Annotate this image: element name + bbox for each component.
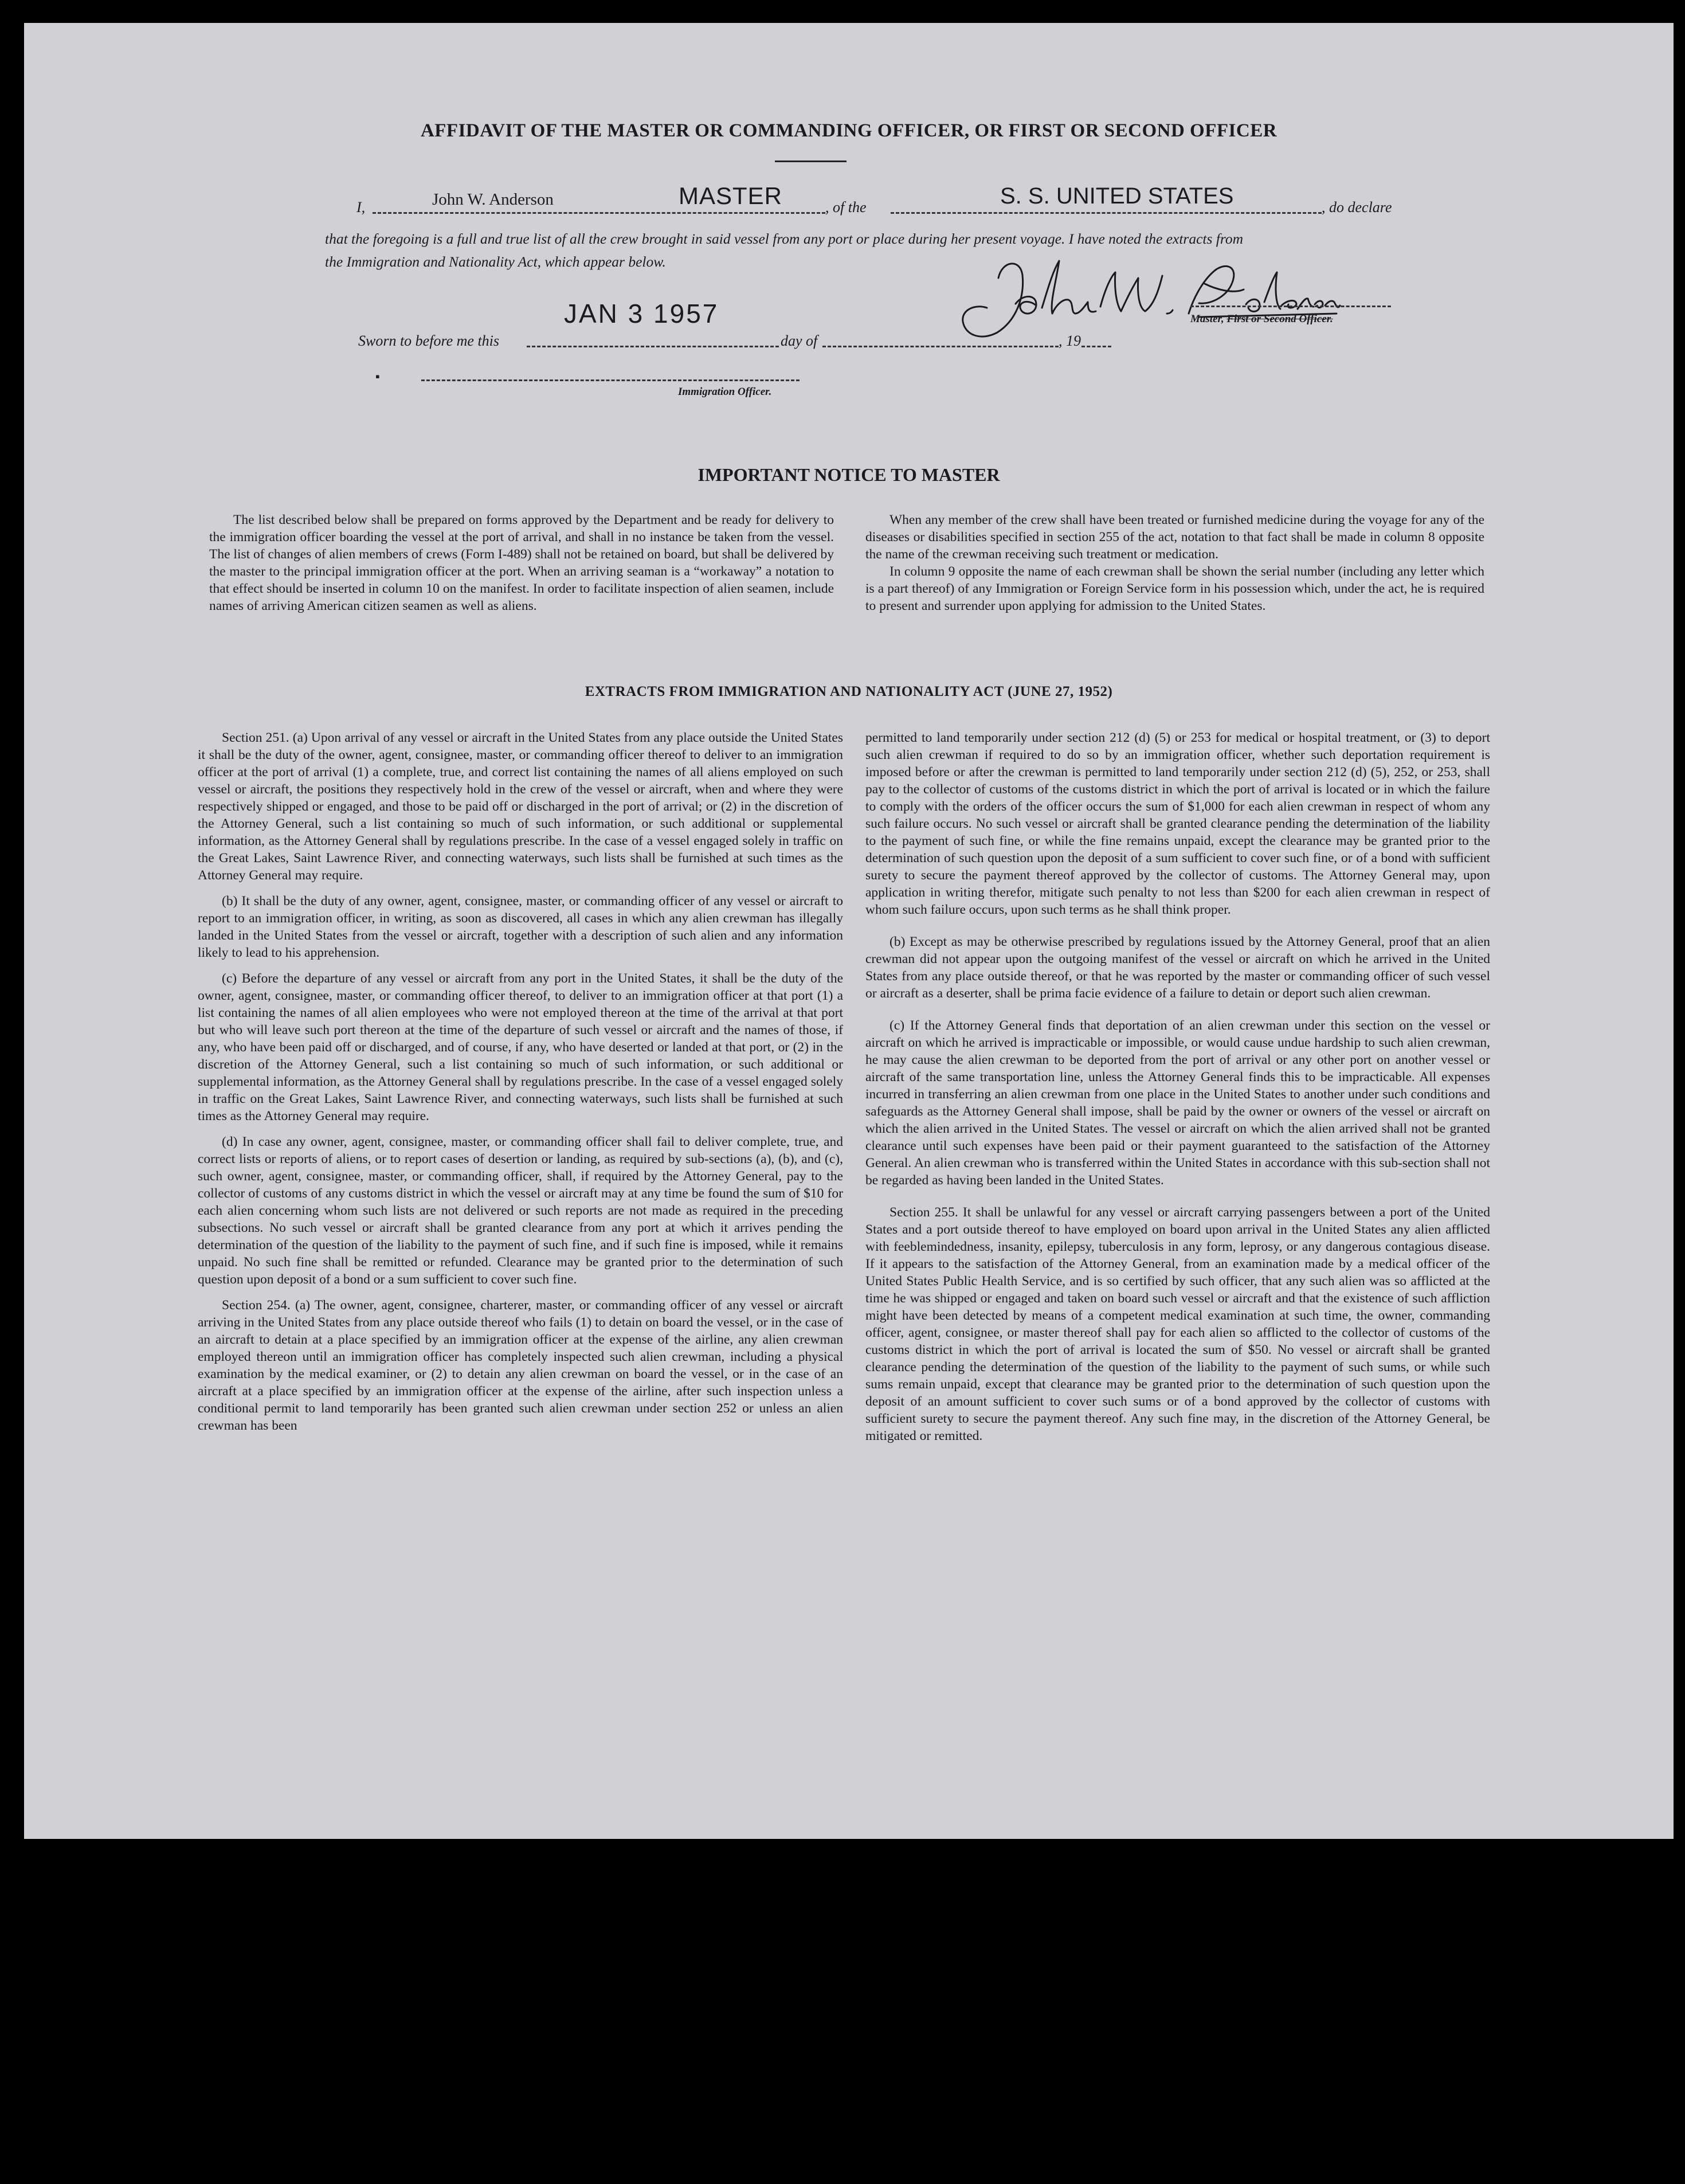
notice-left-column [209,511,834,623]
notice-right-paragraph-2: In column 9 opposite the name of each crewman shall be shown the serial number (including any letter which is a part thereof) of any Immigration or Foreign Service form in his possession which, under the act, he is required to present and surrender upon applying for admission to the United States. [865,564,1484,613]
signature-caption [1190,313,1333,326]
i-label: I, [356,199,366,216]
declaration-line-2: the Immigration and Nationality Act, which appear below. [325,253,666,270]
signature-line [1190,306,1391,307]
immigration-officer-caption: Immigration Officer. [678,386,772,398]
section-254-b: (b) Except as may be otherwise prescribed by regulations issued by the Attorney General, proof that an alien crewman did not appear upon the outgoing manifest of the vessel or aircraft on which he arrived in the United States from any place outside thereof, or that he was reported by the master or commanding officer of such vessel or aircraft as a deserter, shall be prima facie evidence of a failure to detain or deport such alien crewman. [865,934,1490,1001]
notice-left-paragraph: The list described below shall be prepared on forms approved by the Department and be ready for delivery to the immigration officer boarding the vessel at the port of arrival, and shall in no instance be taken from the vessel. The list of changes of alien members of crews (Form I-489) shall not be retained on board, but shall be delivered by the master to the principal immigration officer at the port. When an arriving seaman is a “workaway” a notation to that effect should be inserted in column 10 on the manifest. In order to facilitate inspection of alien seamen, include names of arriving American citizen seamen as well as aliens. [209,512,834,613]
extracts-right-column [865,729,1490,1453]
signature-caption-master: Master, [1190,313,1224,325]
day-of-label: day of [781,332,818,349]
sworn-day-line [527,346,779,347]
section-251-a: Section 251. (a) Upon arrival of any vessel or aircraft in the United States from any place outside the United States it shall be the duty of the owner, agent, consignee, master, or commanding officer thereof to deliver to an immigration officer at the port of arrival (1) a complete, true, and correct list containing the names of all aliens employed on such vessel or aircraft, the positions they respectively hold in the crew of the vessel or aircraft, when and where they were respectively shipped or engaged, and those to be paid off or discharged in the port of arrival; or (2) in the discretion of the Attorney General, such a list containing so much of such information, or such additional or supplemental information, as the Attorney General shall by regulations prescribe. In the case of a vessel engaged solely in traffic on the Great Lakes, Saint Lawrence River, and connecting waterways, such lists shall be furnished at such times as the Attorney General may require. [198,730,843,883]
name-value: John W. Anderson [432,190,554,209]
section-251-d: (d) In case any owner, agent, consignee, master, or commanding officer shall fail to deliver complete, true, and correct lists or reports of aliens, or to report cases of desertion or landing, as required by sub-sections (a), (b), and (c), such owner, agent, consignee, master, or commanding officer, shall, if required by the Attorney General, pay to the collector of customs of any customs district in which the vessel or aircraft may at any time be found the sum of $10 for each alien concerning whom such lists are not delivered or such reports are not made as required in the preceding subsections. No such vessel or aircraft shall be granted clearance from any port at which it arrives pending the determination of the question of the liability to the payment of such fine, and if such fine is imposed, while it remains unpaid. No such fine shall be remitted or refunded. Clearance may be granted prior to the determination of such question upon deposit of a bond or a sum sufficient to cover such fine. [198,1134,843,1287]
name-rank-line [373,212,825,214]
declaration-line-1: that the foregoing is a full and true list of all the crew brought in said vessel from any port or place during her present voyage. I have noted the extracts from [325,230,1244,247]
sworn-label: Sworn to before me this [358,332,500,349]
notice-right-paragraph-1: When any member of the crew shall have been treated or furnished medicine during the voyage for any of the diseases or disabilities specified in section 255 of the act, notation to that fact shall be made in column 8 opposite the name of the crewman receiving such treatment or medication. [865,512,1484,562]
affidavit-title: AFFIDAVIT OF THE MASTER OR COMMANDING OFFICER, OR FIRST OR SECOND OFFICER [420,120,1278,141]
do-declare-label: , do declare [1322,199,1392,216]
notice-right-column [865,511,1484,623]
section-255: Section 255. It shall be unlawful for any vessel or aircraft carrying passengers between a port of the United States and a port outside thereof to have employed on board upon arrival in the United States any alien afflicted with feeblemindedness, insanity, epilepsy, tuberculosis in any form, leprosy, or any dangerous contagious disease. If it appears to the satisfaction of the Attorney General, from an examination made by a medical officer of the United States Public Health Service, and is so certified by such officer, that any such alien was so afflicted at the time he was shipped or engaged and taken on board such vessel or aircraft and that the existence of such affliction might have been detected by means of a competent medical examination at such time, the owner, commanding officer, agent, consignee, or master thereof shall pay for each alien so afflicted to the collector of customs of the customs district in which the port of arrival is located the sum of $50. No vessel or aircraft shall be granted clearance pending the determination of the question of the liability to the payment of such sums, or while such sums remain unpaid, except that clearance may be granted prior to the determination of such question upon the deposit of an amount sufficient to cover such sums or of a bond approved by the collector of customs with sufficient surety to secure the payment thereof. Any such fine may, in the discretion of the Attorney General, be mitigated or remitted. [865,1205,1490,1443]
extracts-title: EXTRACTS FROM IMMIGRATION AND NATIONALITY ACT (JUNE 27, 1952) [585,684,1113,699]
section-251-c: (c) Before the departure of any vessel or aircraft from any port in the United States, it shall be the duty of the owner, agent, consignee, master, or commanding officer thereof, to deliver to an immigration officer at that port (1) a list containing the names of all alien employees who were not employed thereon at the time of the arrival at that port but who will leave such port thereon at the time of the departure of such vessel or aircraft and the names of those, if any, who have been paid off or discharged, and of course, if any, who have deserted or landed at that port, or (2) in the discretion of the Attorney General, such a list containing so much of such information, or such additional or supplemental information, as the Attorney General shall by regulations prescribe. In the case of a vessel engaged solely in traffic on the Great Lakes, Saint Lawrence River, and connecting waterways, such lists shall be furnished at such times as the Attorney General may require. [198,971,843,1124]
section-254-a-continued: permitted to land temporarily under section 212 (d) (5) or 253 for medical or hospital treatment, or (3) to deport such alien crewman if required to do so by an immigration officer, whether such deportation requirement is imposed before or after the crewman is permitted to land temporarily under section 212 (d) (5), 252, or 253, shall pay to the collector of customs of the customs district in which the port of arrival is located or in which the failure to comply with the orders of the officer occurs the sum of $1,000 for each alien crewman in respect of whom any such failure occurs. No such vessel or aircraft shall be granted clearance pending the determination of the liability to the payment of such fine, or while the fine remains unpaid, except the clearance may be granted prior to the determination of such question upon the deposit of a sum sufficient to cover such fine, or of a bond with sufficient surety to secure the payment thereof approved by the collector of customs. The Attorney General may, upon application in writing therefor, mitigate such penalty to not less than $200 for each alien crewman in respect of whom such failure occurs, upon such terms as he shall think proper. [865,730,1490,917]
notice-title: IMPORTANT NOTICE TO MASTER [697,464,1000,485]
officer-bullet: ▪ [375,369,380,383]
vessel-value: S. S. UNITED STATES [1000,183,1234,209]
extracts-left-column [198,729,843,1443]
vessel-line [891,212,1322,214]
date-stamp: JAN 3 1957 [564,299,719,328]
section-254-a: Section 254. (a) The owner, agent, consignee, charterer, master, or commanding officer of any vessel or aircraft arriving in the United States from any place outside thereof who fails (1) to detain on board the vessel, or in the case of an aircraft to detain at a place specified by an immigration officer at the expense of the airline, any alien crewman employed thereon until an immigration officer has completely inspected such alien crewman, including a physical examination by the medical examiner, or (2) to detain any alien crewman on board the vessel, or in the case of an aircraft at a place specified by an immigration officer at the expense of the airline, after such inspection unless a conditional permit to land temporarily has been granted such alien crewman under section 252 or unless an alien crewman has been [198,1298,843,1433]
year-label: , 19 [1059,332,1081,349]
of-the-label: , of the [825,199,867,216]
immigration-officer-line [421,379,800,381]
section-254-c: (c) If the Attorney General finds that deportation of an alien crewman under this section on the vessel or aircraft on which he arrived is impracticable or impossible, or would cause undue hardship to such alien crewman, he may cause the alien crewman to be deported from the port of arrival or any other port on another vessel or aircraft of the same transportation line, unless the Attorney General finds this to be impracticable. All expenses incurred in transferring an alien crewman from one place in the United States to another under such conditions and safeguards as the Attorney General shall impose, shall be paid by the owner or owners of the vessel or aircraft on which the alien arrived in the United States. The vessel or aircraft on which the alien arrived shall not be granted clearance until such expenses have been paid or their payment guaranteed to the satisfaction of the Attorney General. An alien crewman who is transferred within the United States in accordance with this sub-section shall not be regarded as having been landed in the United States. [865,1018,1490,1188]
rank-value: MASTER [679,182,783,209]
master-signature [930,249,1342,347]
section-251-b: (b) It shall be the duty of any owner, agent, consignee, master, or commanding officer of any vessel or aircraft to report to an immigration officer, in writing, as soon as discovered, all cases in which any alien crewman has illegally landed in the United States from the vessel or aircraft, together with a description of such alien and any information likely to lead to his apprehension. [198,894,843,960]
title-rule [775,161,847,162]
signature-caption-struck: First or Second Officer. [1226,313,1333,325]
form-page [24,23,1674,1839]
